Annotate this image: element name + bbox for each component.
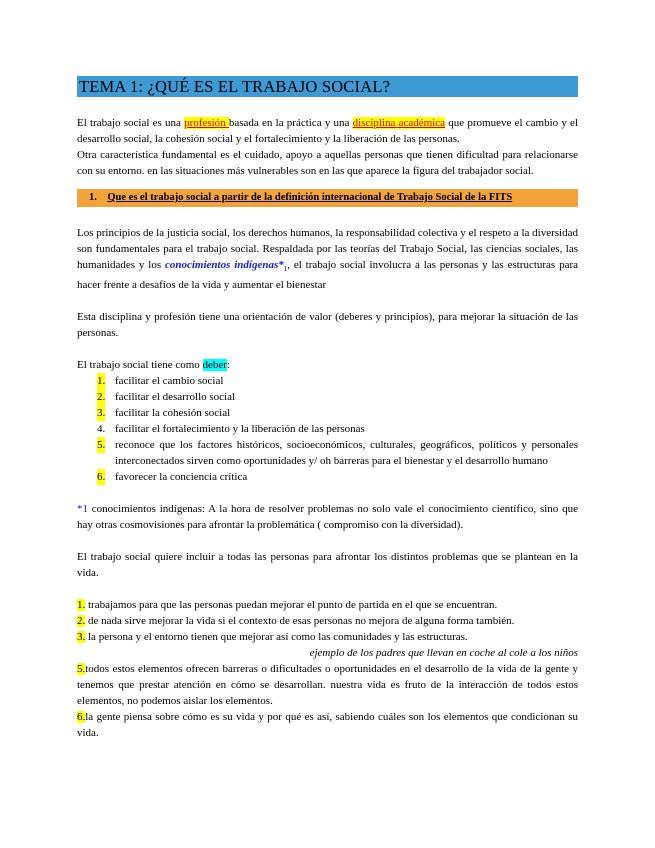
duty-text: facilitar la cohesión social	[115, 407, 231, 420]
deber-intro	[77, 357, 578, 373]
deber-intro-text: El trabajo social tiene como	[77, 359, 203, 372]
duty-item	[77, 469, 578, 485]
point-item	[77, 709, 578, 741]
example-note: ejemplo de los padres que llevan en coche al cole a los niños	[309, 647, 578, 660]
intro-text-a: El trabajo social es una	[77, 117, 185, 129]
duty-item	[77, 421, 578, 437]
duty-item	[77, 405, 578, 421]
footnote-text: conocimientos indígenas: A la hora de resolver problemas no solo vale el conocimiento científico, sino que hay otras cosmovisiones para afrontar la problemática ( compromiso con la diversidad).	[77, 503, 578, 532]
point-number: 5.	[77, 663, 86, 676]
duty-item	[77, 389, 578, 405]
duty-item	[77, 437, 578, 469]
point-number: 6.	[77, 711, 86, 724]
duties-list	[77, 373, 578, 485]
duty-number: 5.	[97, 439, 106, 452]
duty-text: facilitar el cambio social	[115, 375, 224, 388]
deber-colon: :	[226, 359, 231, 372]
deber-word: deber	[202, 359, 227, 372]
point-item	[77, 613, 578, 629]
footnote-paragraph	[77, 501, 578, 533]
point-item	[77, 661, 578, 709]
intro-text-c: que promueve el cambio y el desarrollo social, la cohesión social y el fortalecimiento y la liberación de las personas.	[77, 117, 579, 145]
section-number: 1.	[89, 192, 97, 203]
principios-text-b: , el trabajo social involucra a las personas y las estructuras para hacer frente a desafíos de la vida y aumentar el bienestar	[77, 259, 578, 292]
duty-number: 1.	[97, 375, 106, 388]
footnote-mark: *1	[77, 503, 88, 516]
document-page	[77, 76, 578, 741]
point-number: 2.	[77, 615, 86, 628]
duty-number: 3.	[97, 407, 106, 420]
point-text: todos estos elementos ofrecen barreras o dificultades o oportunidades en el desarrollo de la vida de la gente y tenemos que prestar atención en cómo se desarrollan. nuestra vida es fruto de la interacción de todos estos elementos, no podemos aislar los elementos.	[77, 663, 578, 708]
intro-paragraph-2: Otra característica fundamental es el cuidado, apoyo a aquellas personas que tienen dificultad para relacionarse con su entorno. en las situaciones más vulnerables son en las que aparece la figura del trabajador social.	[77, 149, 578, 177]
duty-text: facilitar el desarrollo social	[115, 391, 236, 404]
profesion-link[interactable]: profesión	[184, 117, 229, 129]
intro-paragraph-1	[77, 115, 578, 147]
principios-text-a: Los principios de la justicia social, los derechos humanos, la responsabilidad colectiva y el respeto a la diversidad son fundamentales para el trabajo social. Respaldada por las teorías del Trabajo Social, las ciencias sociales, las humanidades y los	[77, 227, 578, 271]
principios-paragraph	[77, 225, 578, 293]
point-item	[77, 629, 578, 645]
point-text: la persona y el entorno tienen que mejorar así como las comunidades y las estructuras.	[85, 631, 468, 644]
conocimientos-indigenas-ref[interactable]: conocimientos indígenas*	[164, 259, 284, 271]
point-number: 3.	[77, 631, 86, 644]
point-text: de nada sirve mejorar la vida si el contexto de esas personas no mejora de alguna forma también.	[85, 615, 515, 628]
intro-text-b: basada en la práctica y una	[228, 117, 353, 129]
disciplina-link[interactable]: disciplina académica	[352, 117, 446, 129]
duty-number: 4.	[97, 423, 106, 436]
duty-number: 6.	[97, 471, 106, 484]
page-title: TEMA 1: ¿QUÉ ES EL TRABAJO SOCIAL?	[77, 76, 578, 97]
section-heading	[77, 189, 578, 207]
footnote-ref-number: 1	[283, 265, 288, 274]
point-text: la gente piensa sobre cómo es su vida y por qué es así, sabiendo cuáles son los elementos que condicionan su vida.	[77, 711, 578, 740]
duty-number: 2.	[97, 391, 106, 404]
duty-text: reconoce que los factores históricos, socioeconómicos, culturales, geográficos, políticos y personales interconectados sirven como oportunidades y/ oh barreras para el bienestar y el desarrollo humano	[115, 439, 578, 468]
duty-text: favorecer la conciencia crítica	[115, 471, 248, 484]
point-item	[77, 597, 578, 613]
section-heading-text: Que es el trabajo social a partir de la definición internacional de Trabajo Social de la FITS	[107, 192, 513, 203]
duty-text: facilitar el fortalecimiento y la liberación de las personas	[115, 423, 365, 436]
point-text: trabajamos para que las personas puedan mejorar el punto de partida en el que se encuentran.	[85, 599, 498, 612]
duty-item	[77, 373, 578, 389]
inclusion-paragraph: El trabajo social quiere incluir a todas las personas para afrontar los distintos problemas que se plantean en la vida.	[77, 551, 578, 580]
orientacion-paragraph: Esta disciplina y profesión tiene una orientación de valor (deberes y principios), para mejorar la situación de las personas.	[77, 311, 578, 340]
point-number: 1.	[77, 599, 86, 612]
